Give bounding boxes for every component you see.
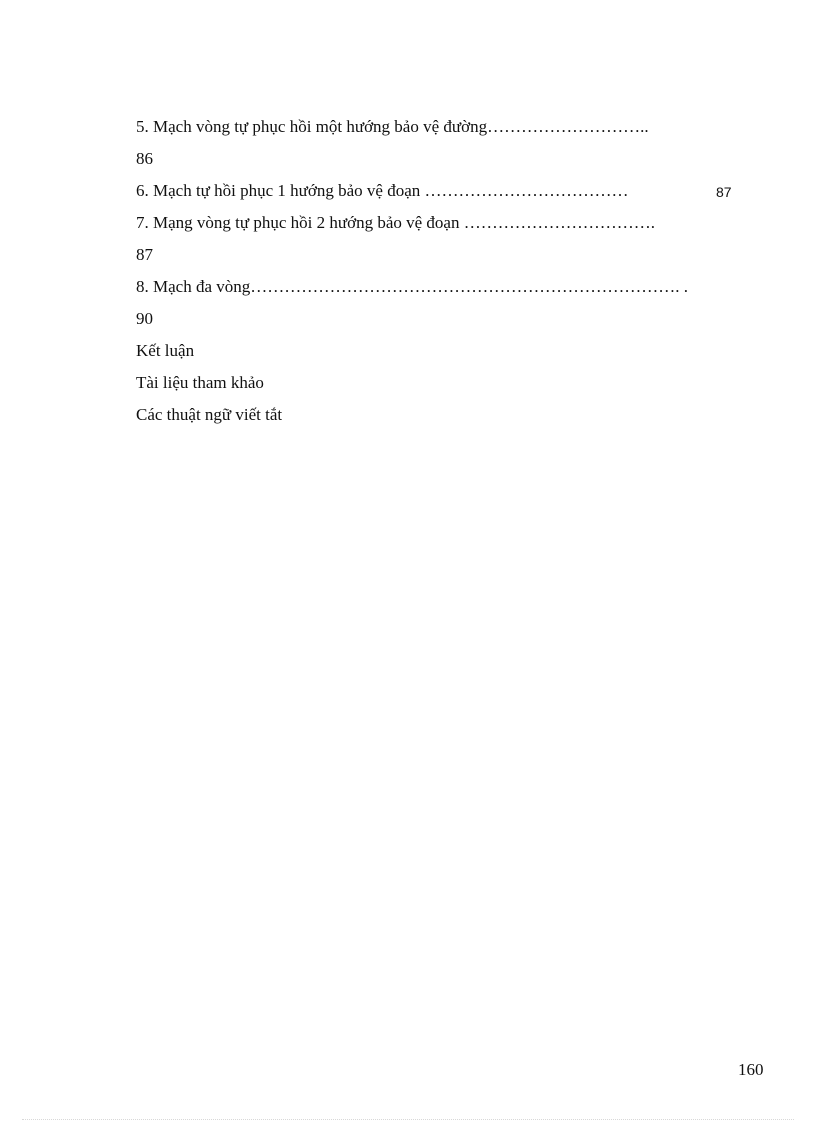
toc-abbreviations: Các thuật ngữ viết tắt xyxy=(136,405,283,424)
toc-conclusion: Kết luận xyxy=(136,341,195,360)
toc-entry-title: 5. Mạch vòng tự phục hồi một hướng bảo vệ đường……………………….. xyxy=(136,117,649,136)
toc-entry-title: 7. Mạng vòng tự phục hồi 2 hướng bảo vệ đoạn ……………………………. xyxy=(136,213,655,232)
toc-entry xyxy=(136,178,736,210)
toc-entry-title: 6. Mạch tự hồi phục 1 hướng bảo vệ đoạn ……………………………… xyxy=(136,181,629,200)
table-of-contents xyxy=(136,114,736,434)
toc-references: Tài liệu tham khảo xyxy=(136,373,264,392)
toc-entry-page: 86 xyxy=(136,149,153,168)
toc-entry-page: 87 xyxy=(136,245,153,264)
footer-divider xyxy=(22,1119,794,1120)
page-number: 160 xyxy=(738,1060,764,1079)
toc-entry-page: 87 xyxy=(716,184,732,200)
toc-entry-title: 8. Mạch đa vòng…………………………………………………………………. . xyxy=(136,277,689,296)
toc-entry-page: 90 xyxy=(136,309,153,328)
